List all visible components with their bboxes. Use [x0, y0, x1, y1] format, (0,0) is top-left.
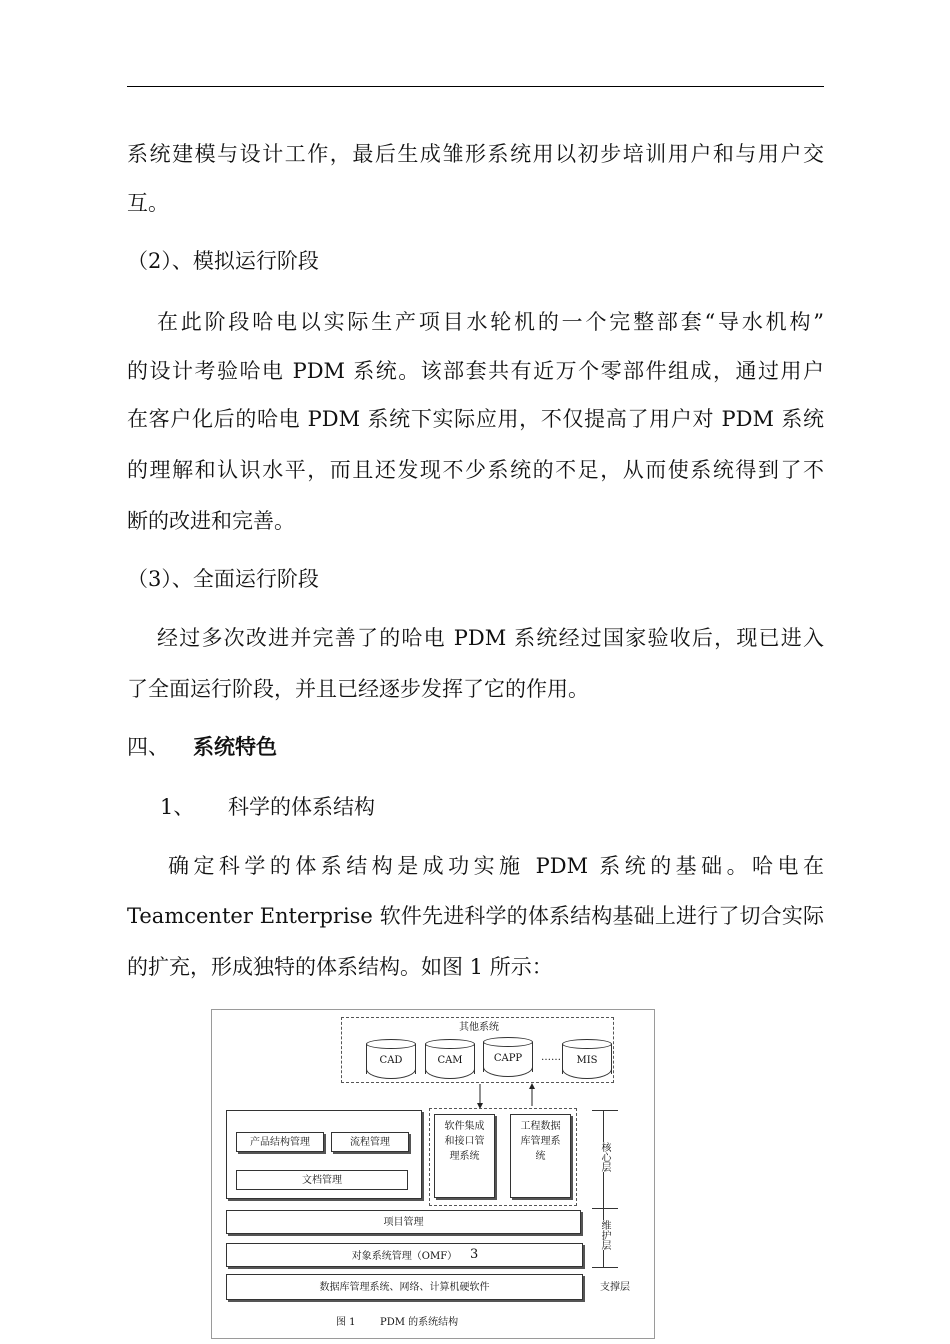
paragraph-line: 的理解和认识水平，而且还发现不少系统的不足，从而使系统得到了不: [127, 458, 824, 482]
paragraph-line: 经过多次改进并完善了的哈电 PDM 系统经过国家验收后，现已进入: [157, 626, 824, 650]
paragraph-line: 断的改进和完善。: [127, 509, 295, 533]
dbms-box: 数据库管理系统、网络、计算机硬软件: [226, 1274, 583, 1300]
document-management-box: 文档管理: [236, 1170, 408, 1190]
paragraph-line: 的扩充，形成独特的体系结构。如图 1 所示：: [127, 955, 553, 979]
layer-tick: [592, 1110, 618, 1111]
paragraph-line: 系统建模与设计工作，最后生成雏形系统用以初步培训用户和与用户交: [127, 142, 824, 166]
section-title: 系统特色: [193, 734, 277, 759]
subheading-simulated-operation: （2）、模拟运行阶段: [127, 249, 319, 273]
paragraph-line: 了全面运行阶段，并且已经逐步发挥了它的作用。: [127, 677, 589, 701]
figure-number: 图 1: [336, 1317, 356, 1328]
core-layer-label: 核心层: [599, 1142, 610, 1172]
layer-tick: [592, 1208, 618, 1209]
support-layer-label: 支撑层: [600, 1282, 630, 1293]
maintenance-layer-label: 维护层: [599, 1220, 610, 1250]
subheading-full-operation: （3）、全面运行阶段: [127, 567, 319, 591]
product-structure-box: 产品结构管理: [236, 1132, 324, 1152]
paragraph-line: 确定科学的体系结构是成功实施 PDM 系统的基础。哈电在: [168, 854, 824, 878]
section-number: 四、: [127, 735, 169, 759]
header-rule: [127, 86, 824, 87]
cad-label: CAD: [379, 1055, 403, 1066]
project-management-box: 项目管理: [226, 1210, 581, 1234]
layer-tick: [592, 1267, 618, 1268]
ellipsis-label: ……: [541, 1052, 561, 1063]
paragraph-line: 互。: [127, 191, 169, 215]
cam-label: CAM: [437, 1055, 463, 1066]
other-systems-label: 其他系统: [459, 1022, 499, 1033]
software-integration-box: 软件集成和接口管理系统: [434, 1114, 495, 1198]
pdm-architecture-figure: [211, 1009, 655, 1339]
capp-label: CAPP: [493, 1053, 523, 1064]
figure-caption: PDM 的系统结构: [380, 1317, 459, 1328]
subsection-title: 科学的体系结构: [228, 795, 375, 819]
mis-label: MIS: [576, 1055, 598, 1066]
omf-box: 对象系统管理（OMF）: [226, 1243, 583, 1267]
paragraph-line: 在客户化后的哈电 PDM 系统下实际应用，不仅提高了用户对 PDM 系统: [127, 407, 824, 431]
paragraph-line: Teamcenter Enterprise 软件先进科学的体系结构基础上进行了切合实际: [127, 904, 824, 928]
workflow-box: 流程管理: [331, 1132, 409, 1152]
page-number: 3: [470, 1247, 479, 1262]
subsection-number: 1、: [160, 795, 195, 819]
paragraph-line: 的设计考验哈电 PDM 系统。该部套共有近万个零部件组成，通过用户: [127, 359, 824, 383]
paragraph-line: 在此阶段哈电以实际生产项目水轮机的一个完整部套“导水机构”: [157, 310, 824, 334]
engineering-database-box: 工程数据库管理系统: [510, 1114, 571, 1198]
